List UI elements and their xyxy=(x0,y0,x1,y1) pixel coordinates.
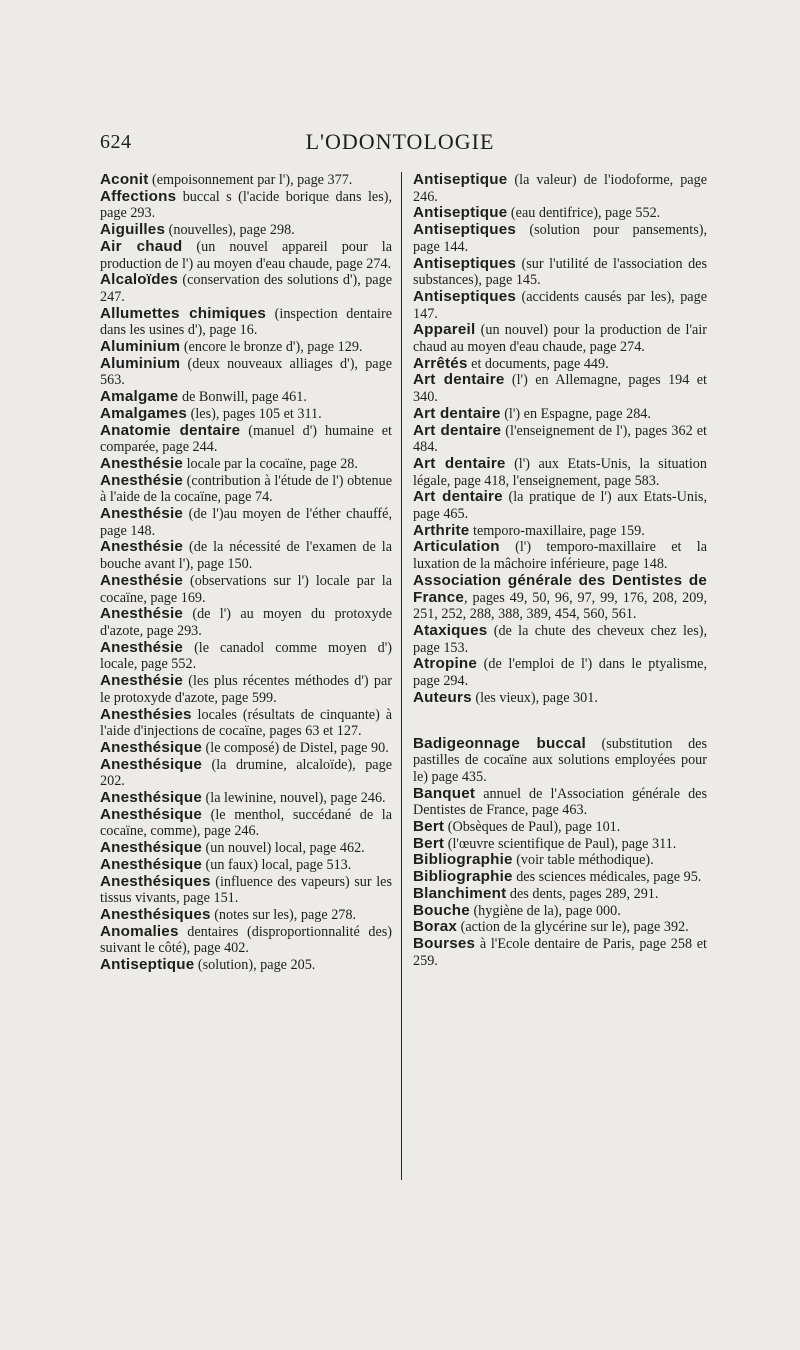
entry-headword: Anesthésie xyxy=(100,505,184,523)
index-entry xyxy=(100,573,392,606)
entry-reference: (un nouvel appareil pour la production de l') au moyen d'eau chaude, page 274. xyxy=(100,238,392,272)
entry-headword: Art dentaire xyxy=(413,371,505,389)
index-entry xyxy=(100,339,392,356)
index-entry xyxy=(413,372,707,405)
column-divider xyxy=(401,172,402,1180)
entry-reference: (solution), page 205. xyxy=(194,957,316,974)
entry-headword: Anesthésie xyxy=(100,571,184,589)
entry-reference: dentaires (disproportionnalité des) suivant le côté), page 402. xyxy=(100,923,392,957)
entry-headword: Blanchiment xyxy=(413,884,507,902)
entry-reference: buccal s (l'acide borique dans les), page 293. xyxy=(100,188,392,222)
entry-headword: Anesthésie xyxy=(100,471,184,489)
entry-headword: Antiseptiques xyxy=(413,254,517,272)
entry-headword: Bourses xyxy=(413,934,476,952)
entry-reference: (solution pour pansements), page 144. xyxy=(413,222,707,255)
index-entry xyxy=(413,656,707,689)
entry-headword: Aiguilles xyxy=(100,221,166,239)
page-number: 624 xyxy=(100,131,132,153)
index-entry xyxy=(413,489,707,522)
index-entry xyxy=(413,836,707,853)
index-entry xyxy=(413,523,707,540)
entry-reference: (de l')au moyen de l'éther chauffé, page 148. xyxy=(100,506,392,539)
index-entry xyxy=(100,740,392,757)
index-entry xyxy=(100,606,392,639)
index-entry xyxy=(100,506,392,539)
entry-headword: Borax xyxy=(413,918,458,936)
entry-headword: Air chaud xyxy=(100,237,183,255)
entry-reference: annuel de l'Association générale des Dentistes de France, page 463. xyxy=(413,785,707,819)
entry-headword: Affections xyxy=(100,187,177,205)
index-entry xyxy=(413,205,707,222)
index-entry xyxy=(413,936,707,969)
entry-reference: (eau dentifrice), page 552. xyxy=(507,205,661,222)
index-entry xyxy=(100,840,392,857)
index-entry xyxy=(100,222,392,239)
entry-reference: (le canadol comme moyen d') locale, page 552. xyxy=(100,639,392,673)
entry-reference: (voir table méthodique). xyxy=(512,852,654,869)
entry-headword: Anesthésique xyxy=(100,738,202,756)
index-entry xyxy=(100,406,392,423)
entry-reference: (la valeur) de l'iodoforme, page 246. xyxy=(413,172,707,205)
index-entry xyxy=(100,539,392,572)
index-entry xyxy=(100,272,392,305)
entry-reference: (un nouvel) local, page 462. xyxy=(202,840,365,857)
entry-headword: Anesthésique xyxy=(100,755,202,773)
index-entry xyxy=(413,289,707,322)
entry-headword: Anesthésie xyxy=(100,454,184,472)
index-entry xyxy=(100,306,392,339)
index-entry xyxy=(413,690,707,707)
entry-reference: (influence des vapeurs) sur les tissus vivants, page 151. xyxy=(100,873,392,907)
entry-headword: Aluminium xyxy=(100,338,181,356)
entry-reference: (les), pages 105 et 311. xyxy=(187,405,322,422)
entry-reference: (de l') au moyen du protoxyde d'azote, page 293. xyxy=(100,606,392,639)
entry-headword: Amalgame xyxy=(100,388,179,406)
index-entry xyxy=(413,903,707,920)
entry-reference: (la lewinine, nouvel), page 246. xyxy=(202,790,386,807)
entry-headword: Anesthésie xyxy=(100,672,184,690)
index-entry xyxy=(413,172,707,205)
index-entry xyxy=(413,406,707,423)
entry-reference: (l'œuvre scientifique de Paul), page 311. xyxy=(444,835,677,852)
letter-group-gap xyxy=(413,707,707,736)
entry-headword: Anesthésique xyxy=(100,855,202,873)
entry-headword: Auteurs xyxy=(413,688,472,706)
index-entry xyxy=(413,573,707,623)
entry-headword: Anesthésique xyxy=(100,839,202,857)
entry-reference: de Bonwill, page 461. xyxy=(178,389,307,406)
entry-headword: Association générale des Dentistes de France xyxy=(413,571,707,606)
entry-headword: Antiseptiques xyxy=(413,221,517,239)
entry-reference: (action de la glycérine sur le), page 392. xyxy=(457,919,689,936)
index-entry xyxy=(413,919,707,936)
entry-headword: Anatomie dentaire xyxy=(100,421,241,439)
running-title: L'ODONTOLOGIE xyxy=(305,129,495,154)
entry-headword: Allumettes chimiques xyxy=(100,304,267,322)
index-entry xyxy=(413,256,707,289)
entry-reference: locale par la cocaïne, page 28. xyxy=(183,455,358,472)
entry-reference: (l') en Espagne, page 284. xyxy=(500,405,651,422)
entry-headword: Banquet xyxy=(413,784,476,802)
entry-reference: (empoisonnement par l'), page 377. xyxy=(148,172,353,188)
entry-headword: Amalgames xyxy=(100,404,188,422)
index-entry xyxy=(413,852,707,869)
index-entry xyxy=(100,673,392,706)
entry-headword: Aconit xyxy=(100,171,149,188)
entry-reference: (le menthol, succédané de la cocaïne, comme), page 246. xyxy=(100,806,392,840)
index-entry xyxy=(100,456,392,473)
index-entry xyxy=(100,957,392,974)
entry-headword: Badigeonnage buccal xyxy=(413,734,586,752)
entry-reference: (encore le bronze d'), page 129. xyxy=(180,339,363,356)
index-entry xyxy=(100,874,392,907)
entry-reference: (l') en Allemagne, pages 194 et 340. xyxy=(413,372,707,406)
index-group-b xyxy=(413,736,707,970)
entry-reference: des dents, pages 289, 291. xyxy=(506,885,659,902)
entry-reference: (l') temporo-maxillaire et la luxation de la mâchoire inférieure, page 148. xyxy=(413,539,707,573)
entry-reference: locales (résultats de cinquante) à l'aide d'injections de cocaïne, pages 63 et 127. xyxy=(100,706,392,740)
entry-headword: Arrêtés xyxy=(413,354,468,372)
entry-headword: Anesthésiques xyxy=(100,905,211,923)
index-entry xyxy=(100,790,392,807)
entry-reference: des sciences médicales, page 95. xyxy=(512,869,702,886)
entry-headword: Aluminium xyxy=(100,354,181,372)
entry-reference: (accidents causés par les), page 147. xyxy=(413,288,707,322)
index-entry xyxy=(100,172,392,189)
index-entry xyxy=(100,857,392,874)
entry-reference: (deux nouveaux alliages d'), page 563. xyxy=(100,355,392,389)
entry-headword: Antiseptique xyxy=(413,204,508,222)
entry-headword: Alcaloïdes xyxy=(100,271,178,289)
entry-reference: (de la chute des cheveux chez les), page 153. xyxy=(413,622,707,656)
entry-reference: (notes sur les), page 278. xyxy=(210,906,357,923)
entry-headword: Bert xyxy=(413,818,445,836)
entry-headword: Art dentaire xyxy=(413,404,501,422)
entry-headword: Art dentaire xyxy=(413,488,503,506)
entry-reference: (hygiène de la), page 000. xyxy=(469,902,621,919)
entry-headword: Bert xyxy=(413,834,445,852)
entry-reference: (un nouvel) pour la production de l'air chaud au moyen d'eau chaude, page 274. xyxy=(413,322,707,356)
entry-headword: Antiseptiques xyxy=(413,287,517,305)
entry-headword: Anomalies xyxy=(100,922,179,940)
entry-reference: (substitution des pastilles de cocaïne aux solutions employées pour le) page 435. xyxy=(413,735,707,785)
entry-reference: (observations sur l') locale par la cocaïne, page 169. xyxy=(100,572,392,606)
entry-reference: (manuel d') humaine et comparée, page 244. xyxy=(100,422,392,456)
index-entry xyxy=(100,924,392,957)
entry-headword: Anesthésie xyxy=(100,605,184,623)
entry-reference: (la drumine, alcaloïde), page 202. xyxy=(100,756,392,790)
entry-reference: (Obsèques de Paul), page 101. xyxy=(444,819,621,836)
index-entry xyxy=(413,869,707,886)
entry-reference: temporo-maxillaire, page 159. xyxy=(469,522,645,539)
entry-reference: (un faux) local, page 513. xyxy=(202,856,352,873)
index-column-left xyxy=(100,172,392,974)
entry-reference: (nouvelles), page 298. xyxy=(165,222,295,239)
entry-headword: Anesthésique xyxy=(100,789,202,807)
entry-reference: (contribution à l'étude de l') obtenue à l'aide de la cocaïne, page 74. xyxy=(100,472,392,506)
index-entry xyxy=(100,757,392,790)
entry-headword: Anesthésique xyxy=(100,805,202,823)
entry-reference: (conservation des solutions d'), page 247. xyxy=(100,272,392,305)
index-entry xyxy=(100,239,392,272)
entry-headword: Art dentaire xyxy=(413,454,506,472)
entry-headword: Ataxiques xyxy=(413,621,488,639)
entry-reference: à l'Ecole dentaire de Paris, page 258 et 259. xyxy=(413,935,707,969)
index-entry xyxy=(100,389,392,406)
entry-headword: Appareil xyxy=(413,321,476,339)
entry-reference: (sur l'utilité de l'association des substances), page 145. xyxy=(413,255,707,289)
index-entry xyxy=(100,907,392,924)
index-entry xyxy=(413,623,707,656)
entry-reference: (les plus récentes méthodes d') par le protoxyde d'azote, page 599. xyxy=(100,673,392,706)
entry-reference: et documents, page 449. xyxy=(467,355,609,372)
index-entry xyxy=(100,807,392,840)
entry-reference: (l') aux Etats-Unis, la situation légale, page 418, l'enseignement, page 583. xyxy=(413,455,707,489)
index-group-a xyxy=(413,172,707,707)
index-entry xyxy=(100,189,392,222)
entry-headword: Anesthésies xyxy=(100,705,192,723)
entry-reference: (inspection dentaire dans les usines d'), page 16. xyxy=(100,305,392,339)
entry-reference: (le composé) de Distel, page 90. xyxy=(202,739,389,756)
entry-reference: , pages 49, 50, 96, 97, 99, 176, 208, 209, 251, 252, 288, 388, 389, 454, 560, 561. xyxy=(413,589,707,623)
entry-headword: Arthrite xyxy=(413,521,470,539)
entry-reference: (la pratique de l') aux Etats-Unis, page 465. xyxy=(413,489,707,523)
index-entry xyxy=(100,356,392,389)
index-column-right xyxy=(413,172,707,969)
entry-headword: Art dentaire xyxy=(413,421,502,439)
entry-headword: Antiseptique xyxy=(413,171,508,188)
index-entry xyxy=(413,456,707,489)
entry-headword: Anesthésie xyxy=(100,538,184,556)
index-entry xyxy=(413,539,707,572)
index-entry xyxy=(100,473,392,506)
index-entry xyxy=(413,886,707,903)
index-entry xyxy=(100,640,392,673)
index-entry xyxy=(413,423,707,456)
entry-headword: Antiseptique xyxy=(100,956,195,974)
entry-headword: Atropine xyxy=(413,655,478,673)
index-entry xyxy=(413,356,707,373)
index-entry xyxy=(413,736,707,786)
entry-reference: (de l'emploi de l') dans le ptyalisme, page 294. xyxy=(413,656,707,690)
index-entry xyxy=(100,423,392,456)
entry-reference: (de la nécessité de l'examen de la bouche avant l'), page 150. xyxy=(100,539,392,573)
entry-headword: Anesthésiques xyxy=(100,872,211,890)
index-entry xyxy=(413,819,707,836)
index-entry xyxy=(413,786,707,819)
entry-headword: Bibliographie xyxy=(413,868,513,886)
index-entry xyxy=(413,222,707,255)
entry-reference: (l'enseignement de l'), pages 362 et 484. xyxy=(413,422,708,456)
index-entry xyxy=(100,707,392,740)
entry-headword: Anesthésie xyxy=(100,638,184,656)
entry-reference: (les vieux), page 301. xyxy=(471,689,598,706)
index-entry xyxy=(413,322,707,355)
entry-headword: Bouche xyxy=(413,901,470,919)
entry-headword: Articulation xyxy=(413,538,500,556)
entry-headword: Bibliographie xyxy=(413,851,513,869)
